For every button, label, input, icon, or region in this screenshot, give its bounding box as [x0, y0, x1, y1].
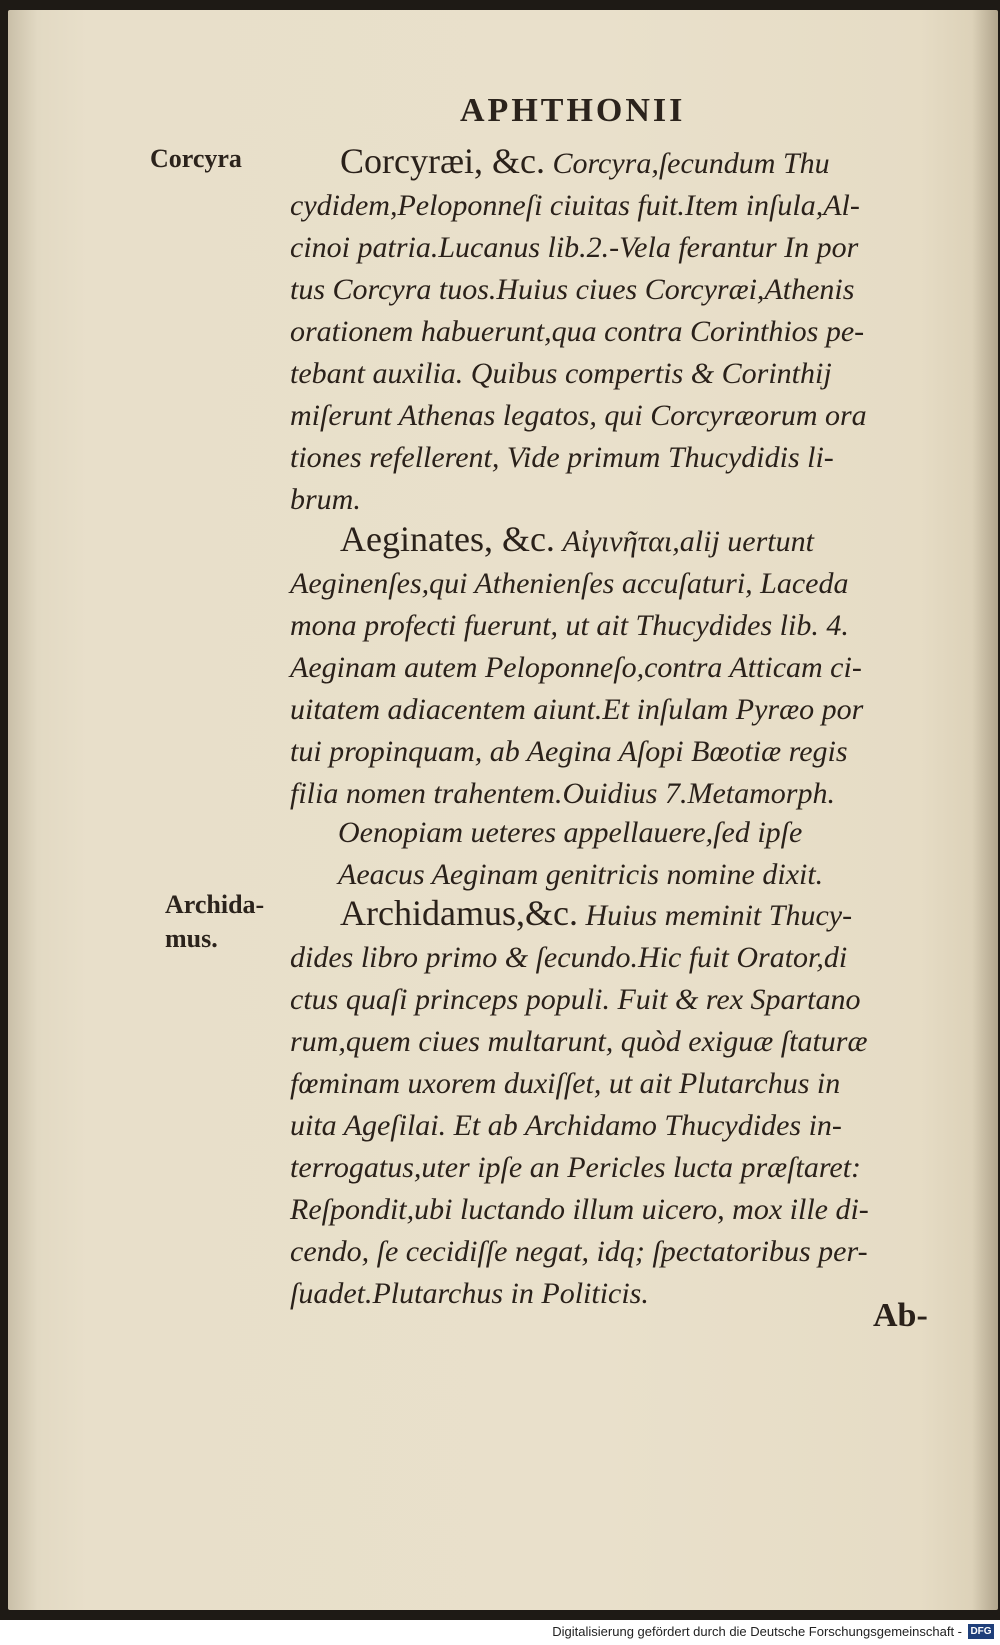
text-line: tebant auxilia. Quibus compertis & Corinthij [290, 357, 832, 390]
catchword: Ab- [873, 1297, 928, 1334]
paragraph-aeginates [290, 518, 940, 815]
margin-note-corcyra: Corcyra [150, 144, 242, 173]
lemma: Aeginates, &c. [340, 519, 555, 559]
lemma: Corcyræi, &c. [340, 141, 545, 181]
text-line [290, 140, 940, 185]
dfg-logo: DFG [968, 1624, 994, 1639]
text-line: filia nomen trahentem.Ouidius 7.Metamorph. [290, 777, 835, 810]
lemma: Archidamus,&c. [340, 893, 578, 933]
text-line: uitatem adiacentem aiunt.Et inſulam Pyræo por [290, 693, 864, 726]
text-line: miſerunt Athenas legatos, qui Corcyræorum ora [290, 399, 867, 432]
text-line-content: Αἰγινῆται,alij uertunt [554, 525, 814, 558]
text-line: tus Corcyra tuos.Huius ciues Corcyræi,Athenis [290, 273, 855, 306]
text-line: Aeginenſes,qui Athenienſes accuſaturi, Laceda [290, 567, 849, 600]
text-line [290, 518, 940, 563]
text-line: dides libro primo & ſecundo.Hic fuit Orator,di [290, 941, 848, 974]
text-line: cendo, ſe cecidiſſe negat, idq; ſpectatoribus per- [290, 1235, 868, 1268]
verse-quotation [338, 812, 988, 896]
margin-note-archidamus [165, 888, 264, 956]
footer-bar [0, 1620, 1000, 1645]
text-line: Aeginam autem Peloponneſo,contra Atticam ci- [290, 651, 862, 684]
text-line: brum. [290, 483, 361, 516]
text-line: Reſpondit,ubi luctando illum uicero, mox ille di- [290, 1193, 869, 1226]
margin-note-line: mus. [165, 924, 218, 953]
text-line: tui propinquam, ab Aegina Aſopi Bœotiæ regis [290, 735, 848, 768]
text-line: tiones refellerent, Vide primum Thucydidis li- [290, 441, 834, 474]
margin-note-line: Archida- [165, 890, 265, 919]
verse-line: Aeacus Aeginam genitricis nomine dixit. [338, 858, 824, 891]
text-line-content: Corcyra,ſecundum Thu [544, 147, 830, 180]
text-line: ſuadet.Plutarchus in Politicis. [290, 1277, 649, 1310]
text-line: ctus quaſi princeps populi. Fuit & rex Spartano [290, 983, 861, 1016]
paragraph-corcyraei [290, 140, 940, 521]
text-line: terrogatus,uter ipſe an Pericles lucta præſtaret: [290, 1151, 862, 1184]
text-line: orationem habuerunt,qua contra Corinthios pe- [290, 315, 865, 348]
text-line: fœminam uxorem duxiſſet, ut ait Plutarchus in [290, 1067, 841, 1100]
running-title: APHTHONII [460, 92, 686, 129]
text-line-content: Huius meminit Thucy- [577, 899, 853, 932]
text-line: cydidem,Peloponneſi ciuitas fuit.Item inſula,Al- [290, 189, 860, 222]
text-line [290, 892, 940, 937]
text-line: mona profecti fuerunt, ut ait Thucydides lib. 4. [290, 609, 849, 642]
text-line: rum,quem ciues multarunt, quòd exiguæ ſtaturæ [290, 1025, 868, 1058]
verse-line: Oenopiam ueteres appellauere,ſed ipſe [338, 816, 803, 849]
text-line: cinoi patria.Lucanus lib.2.-Vela ferantur In por [290, 231, 859, 264]
footer-credit: Digitalisierung gefördert durch die Deutsche Forschungsgemeinschaft - [552, 1624, 962, 1639]
paragraph-archidamus [290, 892, 940, 1315]
text-line: uita Ageſilai. Et ab Archidamo Thucydides in- [290, 1109, 842, 1142]
